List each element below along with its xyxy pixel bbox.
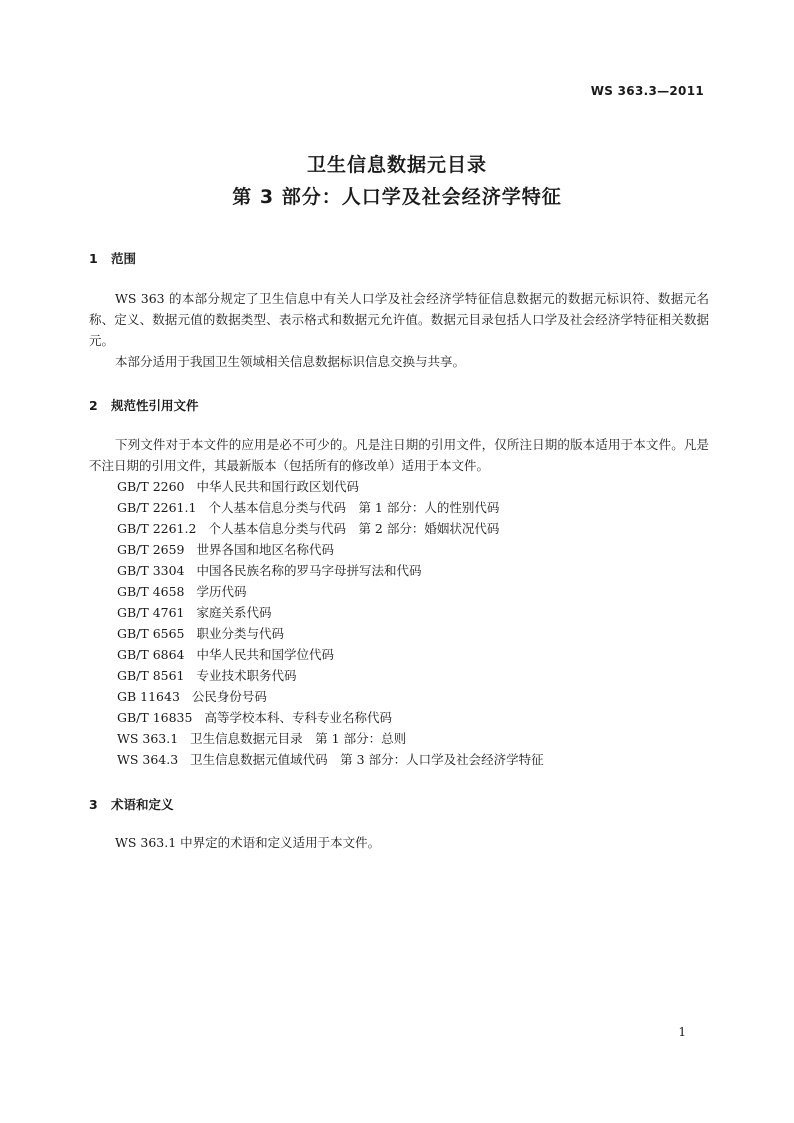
- list-item: [117, 476, 544, 497]
- section-number: 2: [89, 398, 98, 413]
- reference-title: 公民身份号码: [191, 689, 267, 704]
- paragraph: WS 363.1 中界定的术语和定义适用于本文件。: [115, 835, 381, 850]
- section-number: 3: [89, 797, 98, 812]
- reference-code: GB/T 4658: [117, 584, 185, 599]
- list-item: [117, 644, 544, 665]
- reference-title: 卫生信息数据元目录 第 1 部分：总则: [190, 731, 407, 746]
- list-item: [117, 539, 544, 560]
- section-title: 术语和定义: [111, 797, 174, 812]
- list-item: [117, 665, 544, 686]
- reference-code: GB/T 4761: [117, 605, 185, 620]
- list-item: [117, 749, 544, 770]
- list-item: [117, 707, 544, 728]
- reference-title: 卫生信息数据元值域代码 第 3 部分：人口学及社会经济学特征: [190, 752, 544, 767]
- reference-code: GB/T 6565: [117, 626, 185, 641]
- section-title: 范围: [111, 251, 137, 266]
- section-number: 1: [89, 251, 98, 266]
- list-item: [117, 623, 544, 644]
- reference-code: GB/T 2260: [117, 479, 185, 494]
- list-item: [117, 686, 544, 707]
- document-title: 卫生信息数据元目录: [306, 154, 487, 176]
- reference-title: 学历代码: [196, 584, 247, 599]
- reference-code: GB/T 16835: [117, 710, 193, 725]
- list-item: [117, 581, 544, 602]
- list-item: [117, 602, 544, 623]
- reference-title: 个人基本信息分类与代码 第 1 部分：人的性别代码: [208, 500, 500, 515]
- list-item: [117, 518, 544, 539]
- section-heading-terms-and-definitions: [89, 795, 174, 813]
- reference-title: 家庭关系代码: [196, 605, 272, 620]
- list-item: [117, 728, 544, 749]
- list-item: [117, 497, 544, 518]
- reference-code: GB 11643: [117, 689, 180, 704]
- reference-code: GB/T 6864: [117, 647, 185, 662]
- reference-title: 中国各民族名称的罗马字母拼写法和代码: [196, 563, 422, 578]
- reference-title: 世界各国和地区名称代码: [196, 542, 335, 557]
- reference-code: GB/T 3304: [117, 563, 185, 578]
- page-number: 1: [678, 1025, 686, 1039]
- paragraph: 下列文件对于本文件的应用是必不可少的。凡是注日期的引用文件，仅所注日期的版本适用于本文件。凡是不注日期的引用文件，其最新版本（包括所有的修改单）适用于本文件。: [89, 437, 709, 473]
- list-item: [117, 560, 544, 581]
- reference-list: [117, 476, 544, 770]
- reference-title: 中华人民共和国行政区划代码: [196, 479, 360, 494]
- reference-code: GB/T 2261.1: [117, 500, 197, 515]
- document-subtitle: 第 3 部分：人口学及社会经济学特征: [232, 186, 562, 208]
- reference-title: 专业技术职务代码: [196, 668, 297, 683]
- reference-title: 个人基本信息分类与代码 第 2 部分：婚姻状况代码: [208, 521, 500, 536]
- reference-code: WS 364.3: [117, 752, 179, 767]
- paragraph: 本部分适用于我国卫生领域相关信息数据标识信息交换与共享。: [115, 354, 466, 369]
- reference-title: 中华人民共和国学位代码: [196, 647, 335, 662]
- reference-code: GB/T 8561: [117, 668, 185, 683]
- paragraph: WS 363 的本部分规定了卫生信息中有关人口学及社会经济学特征信息数据元的数据元标识符、数据元名称、定义、数据元值的数据类型、表示格式和数据元允许值。数据元目录包括人口学及社会经济学特征相关数据元。: [89, 291, 709, 348]
- reference-title: 职业分类与代码: [196, 626, 285, 641]
- standard-code: WS 363.3—2011: [590, 84, 704, 98]
- reference-code: GB/T 2659: [117, 542, 185, 557]
- reference-code: GB/T 2261.2: [117, 521, 197, 536]
- section-heading-normative-references: [89, 396, 199, 414]
- reference-code: WS 363.1: [117, 731, 179, 746]
- section-heading-scope: [89, 249, 136, 267]
- reference-title: 高等学校本科、专科专业名称代码: [204, 710, 392, 725]
- section-title: 规范性引用文件: [111, 398, 199, 413]
